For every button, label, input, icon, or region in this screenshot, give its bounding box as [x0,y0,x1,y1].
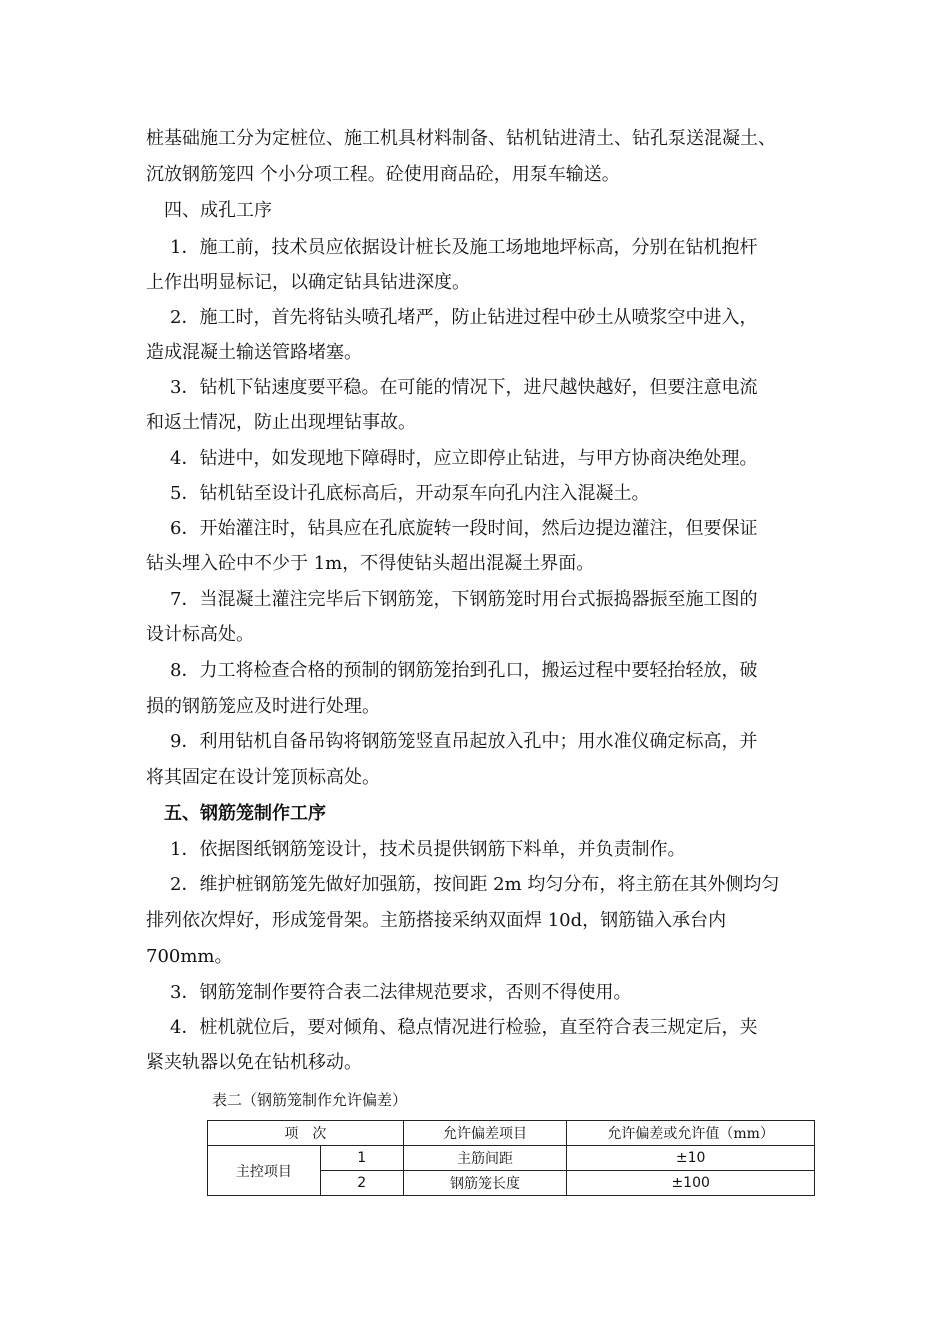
section4-line: 损的钢筋笼应及时进行处理。 [146,696,380,717]
section4-line: 9．利用钻机自备吊钩将钢筋笼竖直吊起放入孔中；用水准仪确定标高，并 [170,731,758,752]
section4-line: 8．力工将检查合格的预制的钢筋笼抬到孔口，搬运过程中要轻抬轻放，破 [170,660,758,681]
row-number: 2 [320,1171,403,1196]
section4-line: 5．钻机钻至设计孔底标高后，开动泵车向孔内注入混凝土。 [170,483,650,504]
body-line: 桩基础施工分为定桩位、施工机具材料制备、钻机钻进清土、钻孔泵送混凝土、 [146,128,776,149]
row-value: ±100 [567,1171,815,1196]
section4-line: 4．钻进中，如发现地下障碍时，应立即停止钻进，与甲方协商决绝处理。 [170,448,758,469]
section5-line: 700mm。 [146,946,233,967]
section5-line: 紧夹轨器以免在钻机移动。 [146,1052,362,1073]
section5-line: 4．桩机就位后，要对倾角、稳点情况进行检验，直至符合表三规定后，夹 [170,1017,758,1038]
section-heading-4: 四、成孔工序 [164,200,272,221]
section4-line: 上作出明显标记，以确定钻具钻进深度。 [146,272,470,293]
section4-line: 将其固定在设计笼顶标高处。 [146,767,380,788]
table-header-row [208,1121,815,1146]
body-line: 沉放钢筋笼四 个小分项工程。砼使用商品砼，用泵车输送。 [146,164,620,185]
row-item: 主筋间距 [403,1146,567,1171]
group-label: 主控项目 [208,1146,321,1196]
section5-line: 2．维护桩钢筋笼先做好加强筋，按间距 2m 均匀分布，将主筋在其外侧均匀 [170,874,780,895]
section4-line: 2．施工时，首先将钻头喷孔堵严，防止钻进过程中砂土从喷浆空中进入， [170,307,758,328]
section4-line: 造成混凝土输送管路堵塞。 [146,342,362,363]
table-row [208,1146,815,1171]
section-heading-5: 五、钢筋笼制作工序 [164,803,326,824]
row-number: 1 [320,1146,403,1171]
section5-line: 排列依次焊好，形成笼骨架。主筋搭接采纳双面焊 10d，钢筋锚入承台内 [146,910,727,931]
section5-line: 3．钢筋笼制作要符合表二法律规范要求，否则不得使用。 [170,982,632,1003]
section4-line: 7．当混凝土灌注完毕后下钢筋笼，下钢筋笼时用台式振捣器振至施工图的 [170,589,758,610]
header-allowed-value: 允许偏差或允许值（mm） [567,1121,815,1146]
section4-line: 和返土情况，防止出现埋钻事故。 [146,412,416,433]
section4-line: 6．开始灌注时，钻具应在孔底旋转一段时间，然后边提边灌注，但要保证 [170,518,758,539]
section4-line: 1．施工前，技术员应依据设计桩长及施工场地地坪标高，分别在钻机抱杆 [170,237,758,258]
header-deviation-item: 允许偏差项目 [403,1121,567,1146]
section4-line: 设计标高处。 [146,624,254,645]
row-item: 钢筋笼长度 [403,1171,567,1196]
section5-line: 1．依据图纸钢筋笼设计，技术员提供钢筋下料单，并负责制作。 [170,839,686,860]
section4-line: 3．钻机下钻速度要平稳。在可能的情况下，进尺越快越好，但要注意电流 [170,377,758,398]
row-value: ±10 [567,1146,815,1171]
tolerance-table [207,1120,815,1196]
section4-line: 钻头埋入砼中不少于 1m，不得使钻头超出混凝土界面。 [146,553,595,574]
table-caption: 表二（钢筋笼制作允许偏差） [212,1091,408,1109]
header-item-no: 项 次 [208,1121,404,1146]
